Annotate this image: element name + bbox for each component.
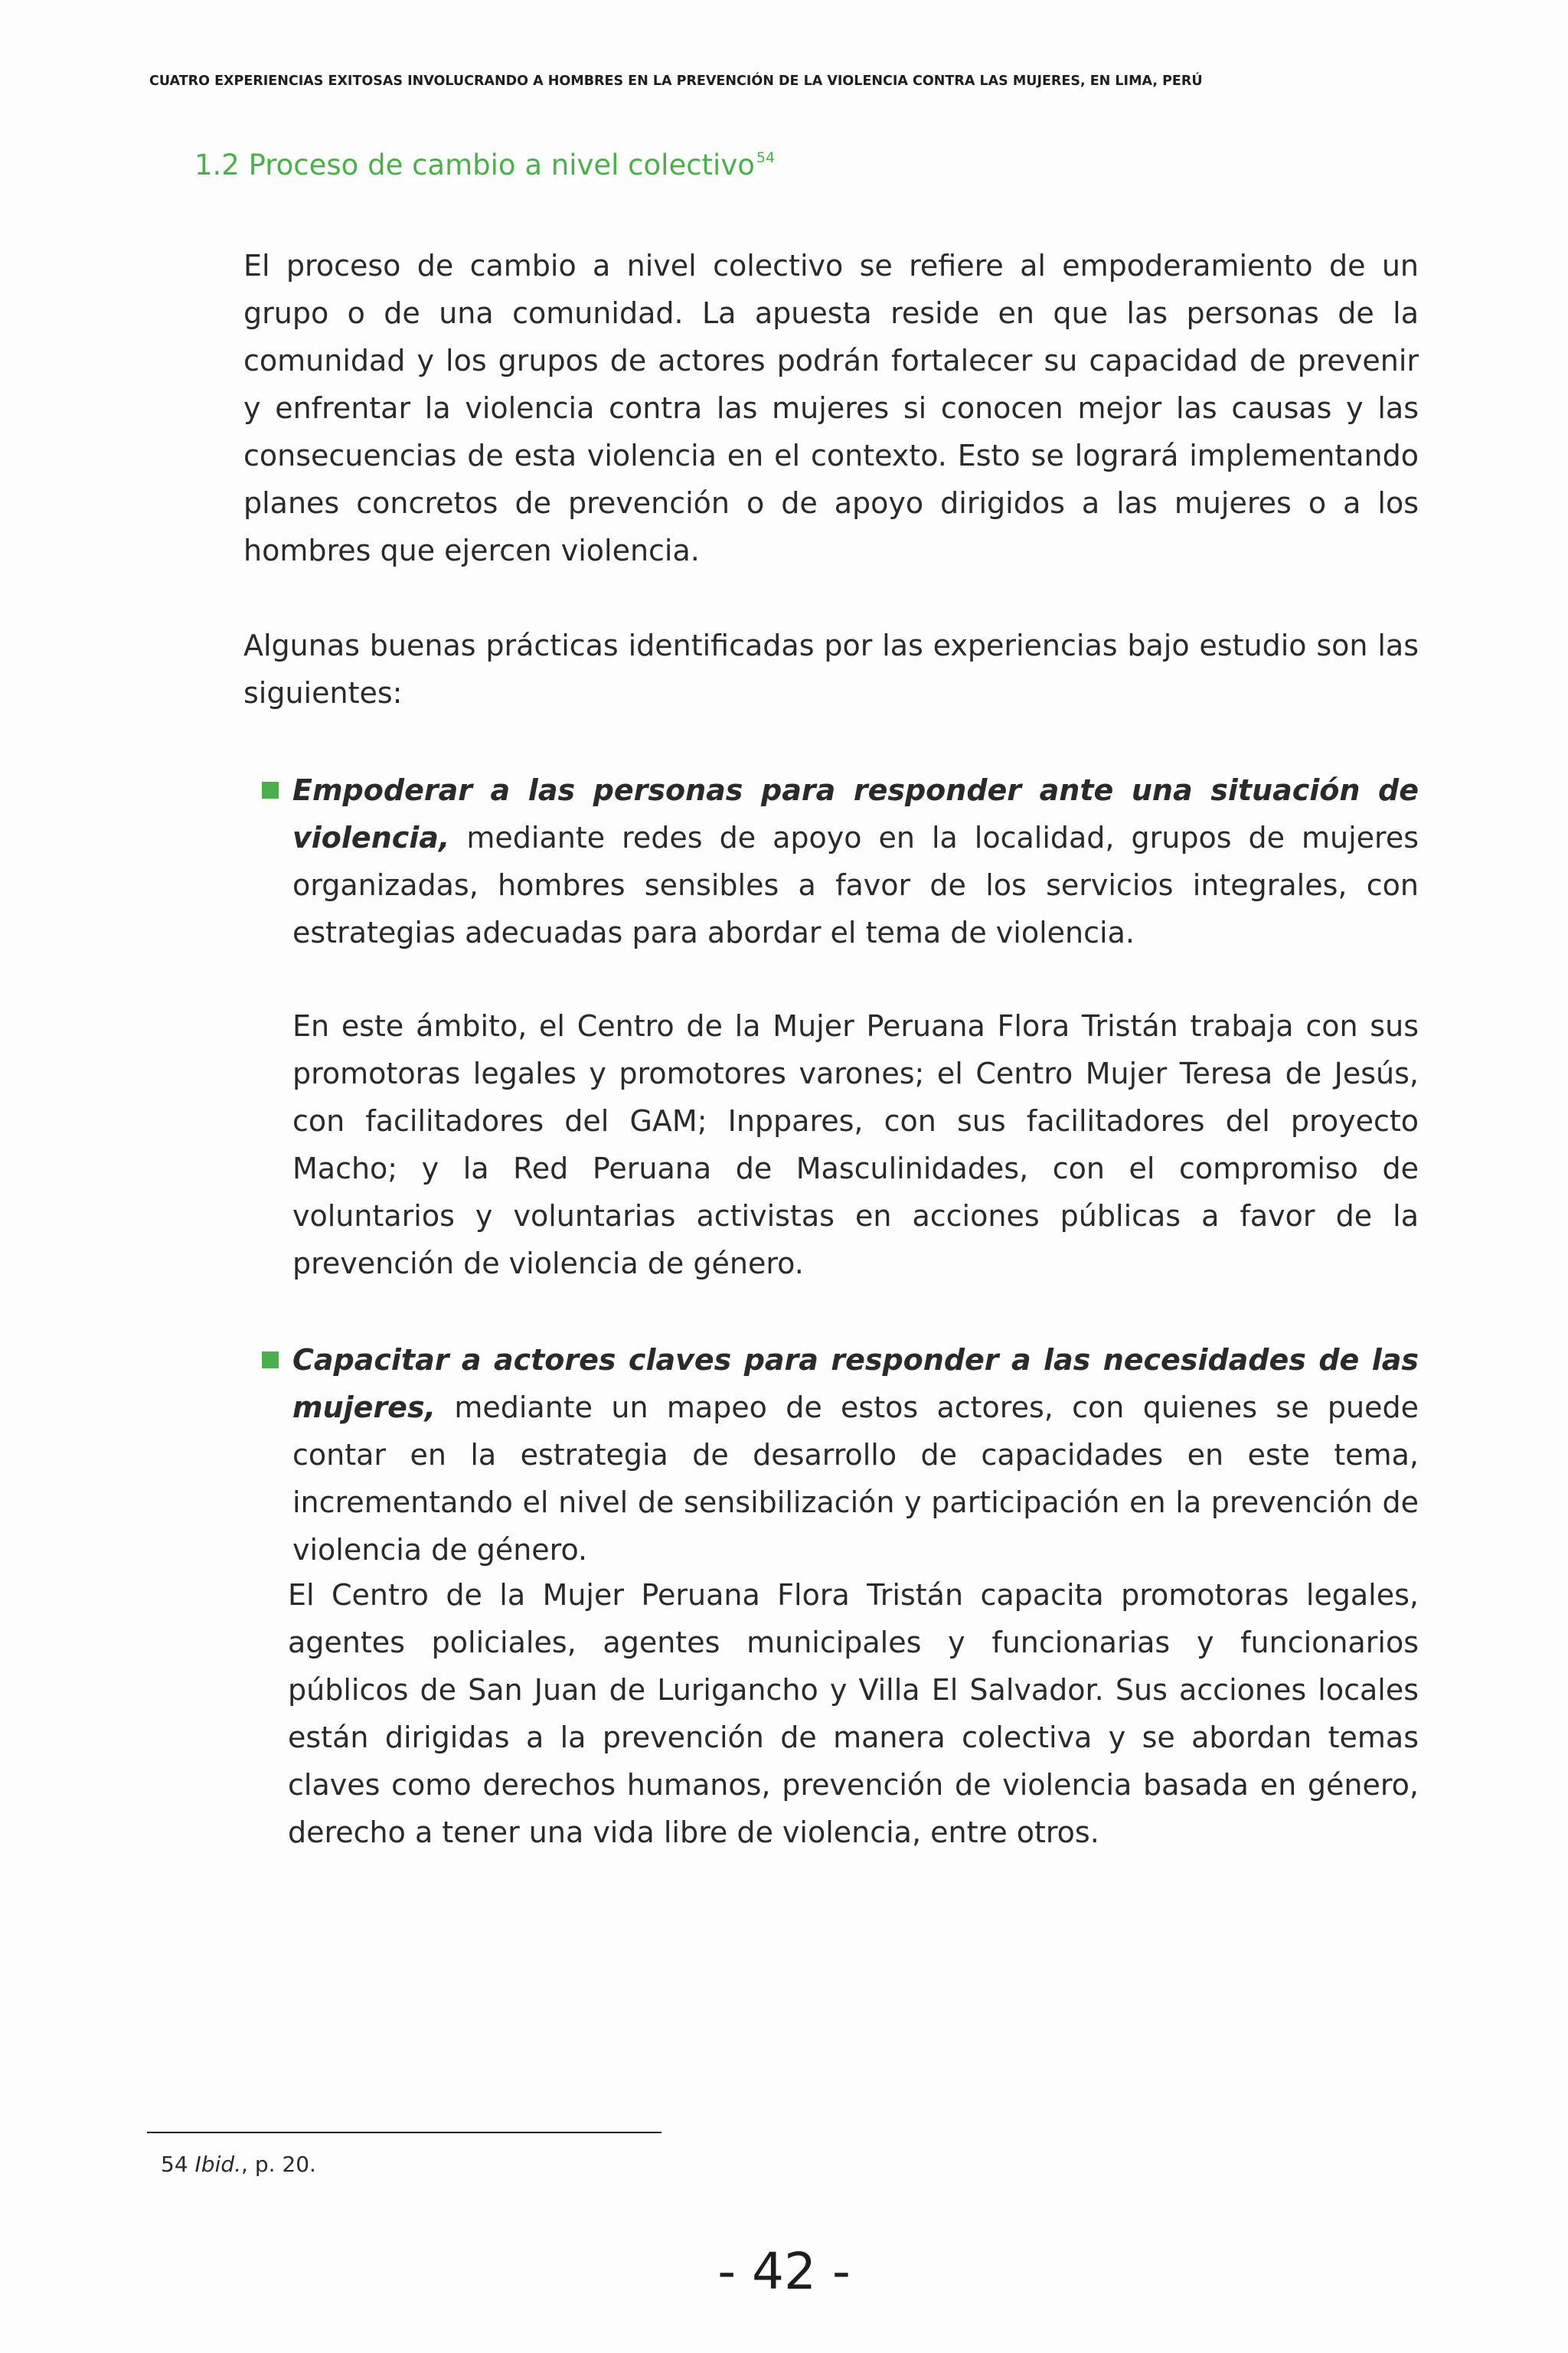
running-header: CUATRO EXPERIENCIAS EXITOSAS INVOLUCRANDO A HOMBRES EN LA PREVENCIÓN DE LA VIOLENCIA CONTRA LAS MUJERES, EN LIMA, PERÚ [149, 74, 1203, 89]
bullet-square-icon [262, 782, 279, 799]
intro-paragraph: El proceso de cambio a nivel colectivo se refiere al empoderamiento de un grupo o de una comunidad. La apuesta reside en que las personas de la comunidad y los grupos de actores podrán fortalecer su capacidad de prevenir y enfrentar la violencia contra las mujeres si conocen mejor las causas y las consecuencias de esta violencia en el contexto. Esto se logrará implementando planes concretos de prevención o de apoyo dirigidos a las mujeres o a los hombres que ejercen violencia. [243, 249, 1419, 567]
bullet-lead: Capacitar a actores claves para responder a las necesidades de las mujeres, [292, 1343, 1419, 1424]
footnote-reference[interactable]: 54 [756, 149, 776, 166]
footnote-number: 54 [161, 2152, 188, 2177]
footnote-divider [147, 2132, 662, 2133]
bullet-text: mediante un mapeo de estos actores, con quienes se puede contar en la estrategia de desarrollo de capacidades en este tema, incrementando el nivel de sensibilización y participación en la prevención de violencia de género. [292, 1391, 1419, 1567]
bullet-lead: Empoderar a las personas para responder ante una situación de violencia, [292, 773, 1419, 855]
footnote-rest: , p. 20. [241, 2152, 316, 2177]
footnote [161, 2152, 316, 2177]
buenas-practicas-paragraph: Algunas buenas prácticas identificadas por las experiencias bajo estudio son las siguientes: [243, 629, 1419, 710]
bullet-detail-paragraph: El Centro de la Mujer Peruana Flora Tristán capacita promotoras legales, agentes policiales, agentes municipales y funcionarias y funcionarios públicos de San Juan de Lurigancho y Villa El Salvador. Sus acciones locales están dirigidas a la prevención de manera colectiva y se abordan temas claves como derechos humanos, prevención de violencia basada en género, derecho a tener una vida libre de violencia, entre otros. [288, 1578, 1419, 1849]
bullet-item-capacitar [292, 1336, 1419, 1574]
bullet-detail-paragraph: En este ámbito, el Centro de la Mujer Peruana Flora Tristán trabaja con sus promotoras legales y promotores varones; el Centro Mujer Teresa de Jesús, con facilitadores del GAM; Inppares, con sus facilitadores del proyecto Macho; y la Red Peruana de Masculinidades, con el compromiso de voluntarios y voluntarias activistas en acciones públicas a favor de la prevención de violencia de género. [292, 1009, 1419, 1280]
page-number: - 42 - [717, 2242, 851, 2301]
bullet-text: mediante redes de apoyo en la localidad, grupos de mujeres organizadas, hombres sensibles a favor de los servicios integrales, con estrategias adecuadas para abordar el tema de violencia. [292, 821, 1419, 949]
bullet-square-icon [262, 1351, 279, 1368]
section-title [194, 149, 775, 181]
section-title-text: 1.2 Proceso de cambio a nivel colectivo [194, 149, 755, 181]
bullet-item-empoderar [292, 766, 1419, 956]
footnote-ibid: Ibid. [194, 2152, 242, 2177]
